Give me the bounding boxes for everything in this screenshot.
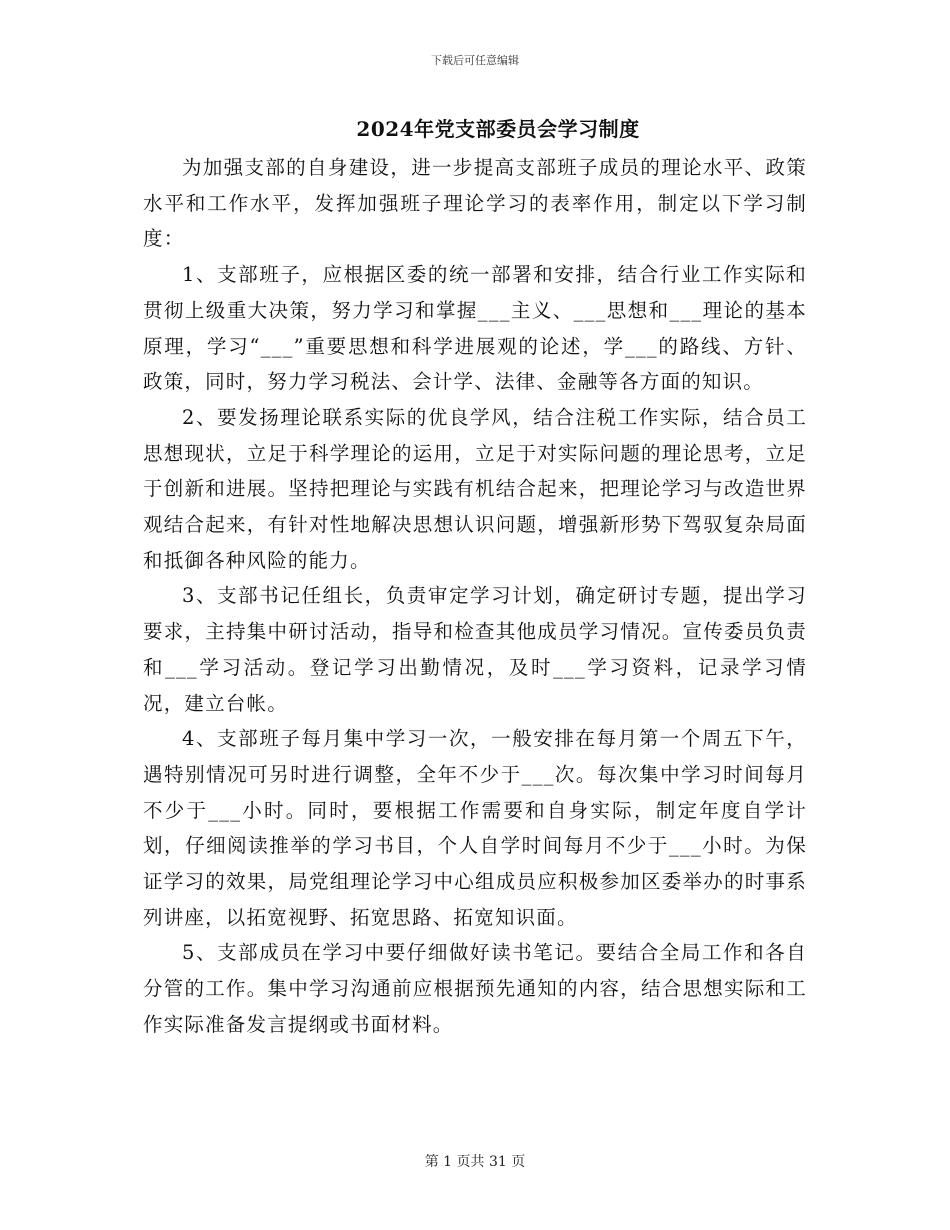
paragraph-intro: 为加强支部的自身建设，进一步提高支部班子成员的理论水平、政策水平和工作水平，发挥加强班子理论学习的表率作用，制定以下学习制度：: [143, 156, 807, 251]
paragraph-item-2: 2、要发扬理论联系实际的优良学风，结合注税工作实际，结合员工思想现状，立足于科学理论的运用，立足于对实际问题的理论思考，立足于创新和进展。坚持把理论与实践有机结合起来，把理论学习与改造世界观结合起来，有针对性地解决思想认识问题，增强新形势下驾驭复杂局面和抵御各种风险的能力。: [143, 405, 807, 572]
page-header-note: 下载后可任意编辑: [431, 54, 519, 67]
paragraph-item-3: 3、支部书记任组长，负责审定学习计划，确定研讨专题，提出学习要求，主持集中研讨活动，指导和检查其他成员学习情况。宣传委员负责和___学习活动。登记学习出勤情况，及时___学习资料，记录学习情况，建立台帐。: [143, 584, 807, 715]
paragraph-item-1: 1、支部班子，应根据区委的统一部署和安排，结合行业工作实际和贯彻上级重大决策，努力学习和掌握___主义、___思想和___理论的基本原理，学习“___”重要思想和科学进展观的论述，学___的路线、方针、政策，同时，努力学习税法、会计学、法律、金融等各方面的知识。: [143, 263, 807, 394]
paragraph-item-5: 5、支部成员在学习中要仔细做好读书笔记。要结合全局工作和各自分管的工作。集中学习沟通前应根据预先通知的内容，结合思想实际和工作实际准备发言提纲或书面材料。: [143, 941, 807, 1036]
document-title: 2024年党支部委员会学习制度: [356, 117, 640, 141]
page-number-footer: 第 1 页共 31 页: [424, 1154, 526, 1170]
document-body: [143, 150, 807, 1043]
paragraph-item-4: 4、支部班子每月集中学习一次，一般安排在每月第一个周五下午，遇特别情况可另时进行调整，全年不少于___次。每次集中学习时间每月不少于___小时。同时，要根据工作需要和自身实际，制定年度自学计划，仔细阅读推举的学习书目，个人自学时间每月不少于___小时。为保证学习的效果，局党组理论学习中心组成员应积极参加区委举办的时事系列讲座，以拓宽视野、拓宽思路、拓宽知识面。: [143, 727, 807, 929]
